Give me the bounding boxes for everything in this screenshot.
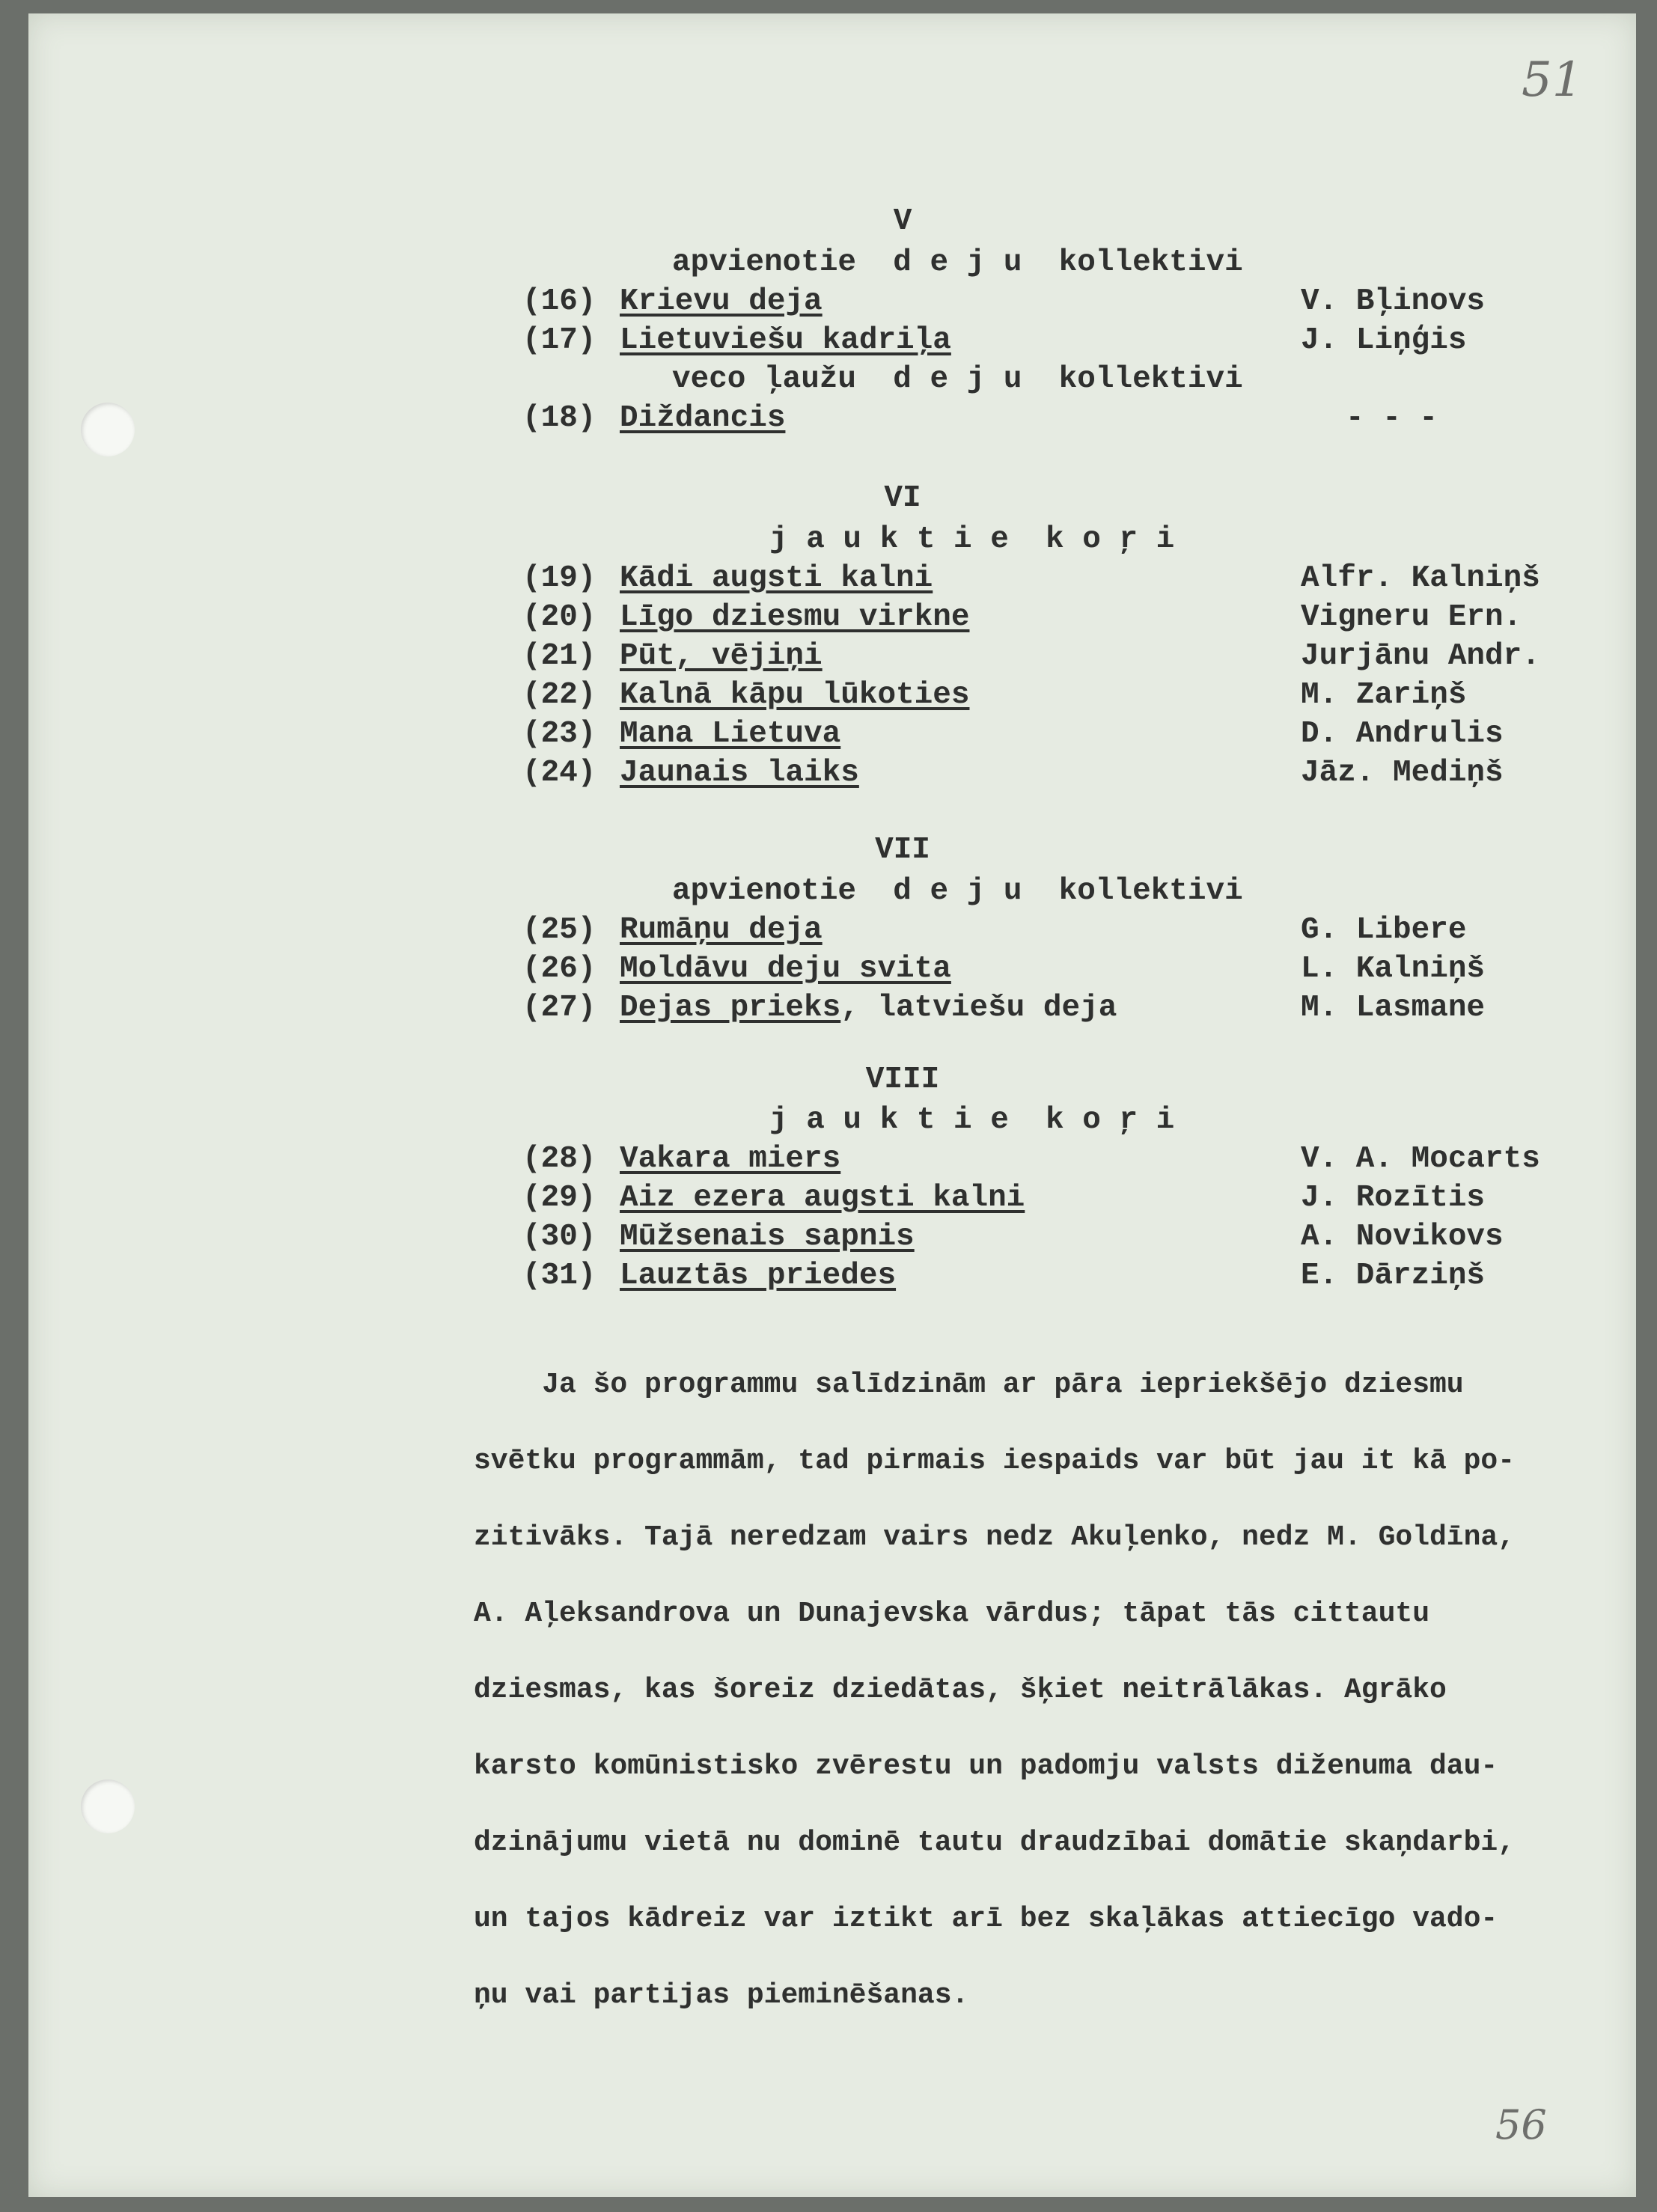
item-title: Lietuviešu kadriļa [620,323,951,358]
item-title: Lauztās priedes [620,1259,897,1293]
item-author: M. Zariņš [1301,678,1467,712]
item-author: - - - [1346,401,1438,436]
section-numeral: V [893,204,912,239]
paragraph-line: zitivāks. Tajā neredzam vairs nedz Akuļenko, nedz M. Goldīna, [474,1521,1516,1553]
paragraph-line: A. Aļeksandrova un Dunajevska vārdus; tāpat tās cittautu [474,1598,1430,1630]
item-number: (29) [522,1181,596,1215]
paragraph-line: karsto komūnistisko zvērestu un padomju valsts diženuma dau- [474,1750,1498,1782]
page-number-handwritten: 51 [1522,52,1583,108]
section-subtitle: apvienotie d e j u kollektivi [672,245,1243,280]
section-subtitle: apvienotie d e j u kollektivi [672,874,1243,908]
item-author: Vigneru Ern. [1301,600,1522,635]
item-author: A. Novikovs [1301,1220,1504,1254]
item-number: (25) [522,913,596,947]
item-title: Aiz ezera augsti kalni [620,1181,1025,1215]
item-number: (30) [522,1220,596,1254]
item-title: Jaunais laiks [620,756,859,790]
punch-hole-bottom [81,1779,135,1833]
item-title: Līgo dziesmu virkne [620,600,970,635]
item-number: (28) [522,1142,596,1176]
item-author: Jurjānu Andr. [1301,639,1540,673]
item-author: V. Bļinovs [1301,284,1486,319]
item-number: (22) [522,678,596,712]
item-author: Jāz. Mediņš [1301,756,1504,790]
item-number: (20) [522,600,596,635]
item-title-extra: , latviešu deja [840,991,1117,1025]
paragraph-line: un tajos kādreiz var iztikt arī bez skaļākas attiecīgo vado- [474,1903,1498,1935]
item-number: (21) [522,639,596,673]
item-author: V. A. Mocarts [1301,1142,1540,1176]
item-author: G. Libere [1301,913,1467,947]
item-author: Alfr. Kalniņš [1301,561,1540,596]
item-title: Vakara miers [620,1142,841,1176]
item-number: (17) [522,323,596,358]
paragraph-line: dziesmas, kas šoreiz dziedātas, šķiet neitrālākas. Agrāko [474,1674,1447,1706]
item-title: Rumāņu deja [620,913,823,947]
item-number: (27) [522,991,596,1025]
item-number: (24) [522,756,596,790]
paragraph-line: dzinājumu vietā nu dominē tautu draudzībai domātie skaņdarbi, [474,1827,1516,1859]
item-title: Krievu deja [620,284,823,319]
item-title-line [620,991,1117,1025]
paragraph-line: ņu vai partijas pieminēšanas. [474,1979,969,2011]
item-title: Mūžsenais sapnis [620,1220,915,1254]
item-author: D. Andrulis [1301,717,1504,751]
item-number: (31) [522,1259,596,1293]
item-author: J. Rozītis [1301,1181,1486,1215]
item-number: (16) [522,284,596,319]
body-paragraph [474,1347,1619,2034]
item-author: L. Kalniņš [1301,952,1486,986]
paragraph-line: Ja šo programmu salīdzinām ar pāra iepriekšējo dziesmu [474,1369,1464,1401]
punch-hole-top [81,403,135,456]
item-title: Moldāvu deju svita [620,952,951,986]
document-page [28,13,1636,2197]
item-author: J. Liņģis [1301,323,1467,358]
item-title: Kalnā kāpu lūkoties [620,678,970,712]
section-subtitle: j a u k t i e k o ŗ i [769,522,1175,557]
section-subtitle: j a u k t i e k o ŗ i [769,1103,1175,1137]
section-numeral: VI [884,481,921,516]
item-title: Kādi augsti kalni [620,561,933,596]
item-number: (26) [522,952,596,986]
archive-number-handwritten: 56 [1495,2101,1547,2148]
item-title: Mana Lietuva [620,717,841,751]
item-title: Dejas prieks [620,991,841,1025]
section-subtitle: veco ļaužu d e j u kollektivi [672,362,1243,397]
item-number: (18) [522,401,596,436]
section-numeral: VII [875,833,930,867]
paragraph-line: svētku programmām, tad pirmais iespaids var būt jau it kā po- [474,1445,1516,1477]
section-numeral: VIII [865,1063,940,1097]
item-number: (23) [522,717,596,751]
item-title: Diždancis [620,401,786,436]
item-author: M. Lasmane [1301,991,1486,1025]
item-number: (19) [522,561,596,596]
item-title: Pūt, vējiņi [620,639,823,673]
item-author: E. Dārziņš [1301,1259,1486,1293]
